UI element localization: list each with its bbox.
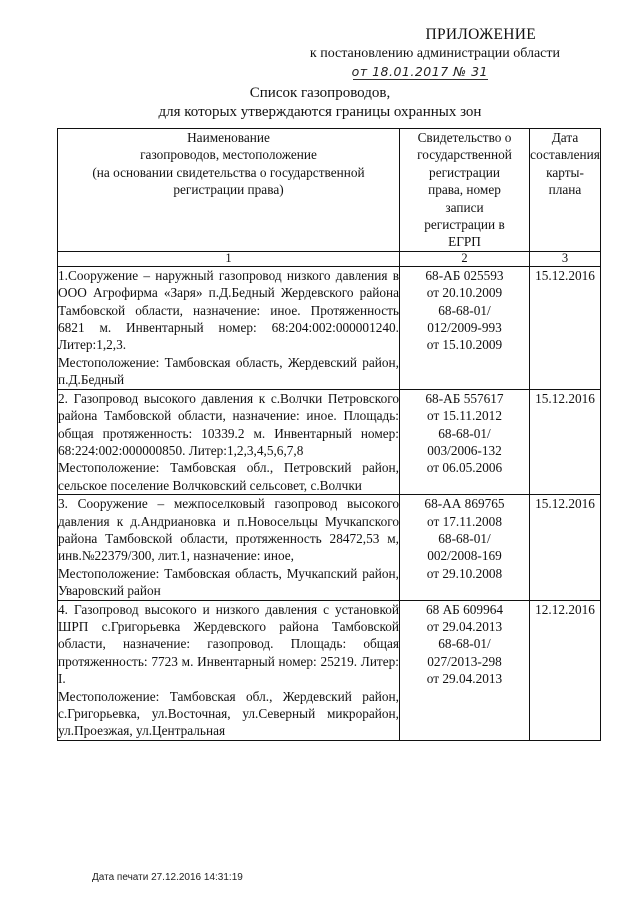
- row-certificate-cell: 68 АБ 609964 от 29.04.2013 68-68-01/ 027/2013-298 от 29.04.2013: [400, 600, 530, 740]
- table-header-row: [58, 129, 601, 252]
- row-date: 15.12.2016: [530, 389, 601, 494]
- row-certificate-cell: 68-АБ 025593 от 20.10.2009 68-68-01/ 012/2009-993 от 15.10.2009: [400, 266, 530, 389]
- table-row: [58, 389, 601, 494]
- row-description: 4. Газопровод высокого и низкого давления с установкой ШРП с.Григорьевка Жердевского района Тамбовской области, назначение: газопровод. Площадь: общая протяженность: 7723 м. Инвентарный номер: 25219. Литер: I.: [58, 601, 399, 687]
- row-location: Местоположение: Тамбовская обл., Петровский район, сельское поселение Волчковский сельсовет, с.Волчки: [58, 460, 399, 493]
- row-date: 12.12.2016: [530, 600, 601, 740]
- pipelines-table: [57, 128, 601, 741]
- row-description-cell: [58, 389, 400, 494]
- annex-underline: [353, 79, 488, 80]
- row-certificate-cell: 68-АБ 557617 от 15.11.2012 68-68-01/ 003/2006-132 от 06.05.2006: [400, 389, 530, 494]
- column-number: 3: [530, 251, 601, 266]
- row-description: 3. Сооружение – межпоселковый газопровод высокого давления к д.Андриановка и п.Новосельцы Мучкапского района Тамбовской области, протяженность 28472,53 м, инв.№22379/300, лит.1, назначение: иное,: [58, 496, 399, 564]
- handwritten-date-number: от 18.01.2017 № 31: [351, 64, 488, 79]
- header-name-location: Наименование газопроводов, местоположение (на основании свидетельства о государственной регистрации права): [58, 129, 400, 252]
- row-description: 1.Сооружение – наружный газопровод низкого давления в ООО Агрофирма «Заря» п.Д.Бедный Жердевского района Тамбовской области, назначение: иное. Протяженность 6821 м. Инвентарный номер: 68:204:002:000001240. Литер:1,2,3.: [58, 267, 399, 353]
- annex-title: ПРИЛОЖЕНИЕ: [425, 26, 536, 43]
- document-title-line-2: для которых утверждаются границы охранных зон: [158, 104, 482, 120]
- row-location: Местоположение: Тамбовская обл., Жердевский район, с.Григорьевка, ул.Восточная, ул.Северный микрорайон, ул.Проезжая, ул.Центральная: [58, 688, 399, 739]
- table-row: [58, 495, 601, 600]
- row-description-cell: [58, 266, 400, 389]
- table-row: [58, 600, 601, 740]
- row-description-cell: [58, 600, 400, 740]
- column-number: 2: [400, 251, 530, 266]
- row-date: 15.12.2016: [530, 495, 601, 600]
- row-date: 15.12.2016: [530, 266, 601, 389]
- document-title-line-1: Список газопроводов,: [249, 85, 391, 101]
- column-number: 1: [58, 251, 400, 266]
- row-location: Местоположение: Тамбовская область, Мучкапский район, Уваровский район: [58, 565, 399, 599]
- row-location: Местоположение: Тамбовская область, Жердевский район, п.Д.Бедный: [58, 354, 399, 388]
- annex-subtitle: к постановлению администрации области: [309, 46, 560, 61]
- print-date-footer: Дата печати 27.12.2016 14:31:19: [92, 872, 243, 883]
- row-certificate-cell: 68-АА 869765 от 17.11.2008 68-68-01/ 002/2008-169 от 29.10.2008: [400, 495, 530, 600]
- row-description: 2. Газопровод высокого давления к с.Волчки Петровского района Тамбовской области, назначение: иное. Площадь: общая протяженность: 10339.2 м. Инвентарный номер: 68:224:002:000000850. Литер:1,2,3,4,5,6,7,8: [58, 390, 399, 458]
- row-description-cell: [58, 495, 400, 600]
- header-certificate: Свидетельство о государственной регистрации права, номер записи регистрации в ЕГРП: [400, 129, 530, 252]
- header-map-date: Дата составления карты- плана: [530, 129, 601, 252]
- table-row: [58, 266, 601, 389]
- column-number-row: [58, 251, 601, 266]
